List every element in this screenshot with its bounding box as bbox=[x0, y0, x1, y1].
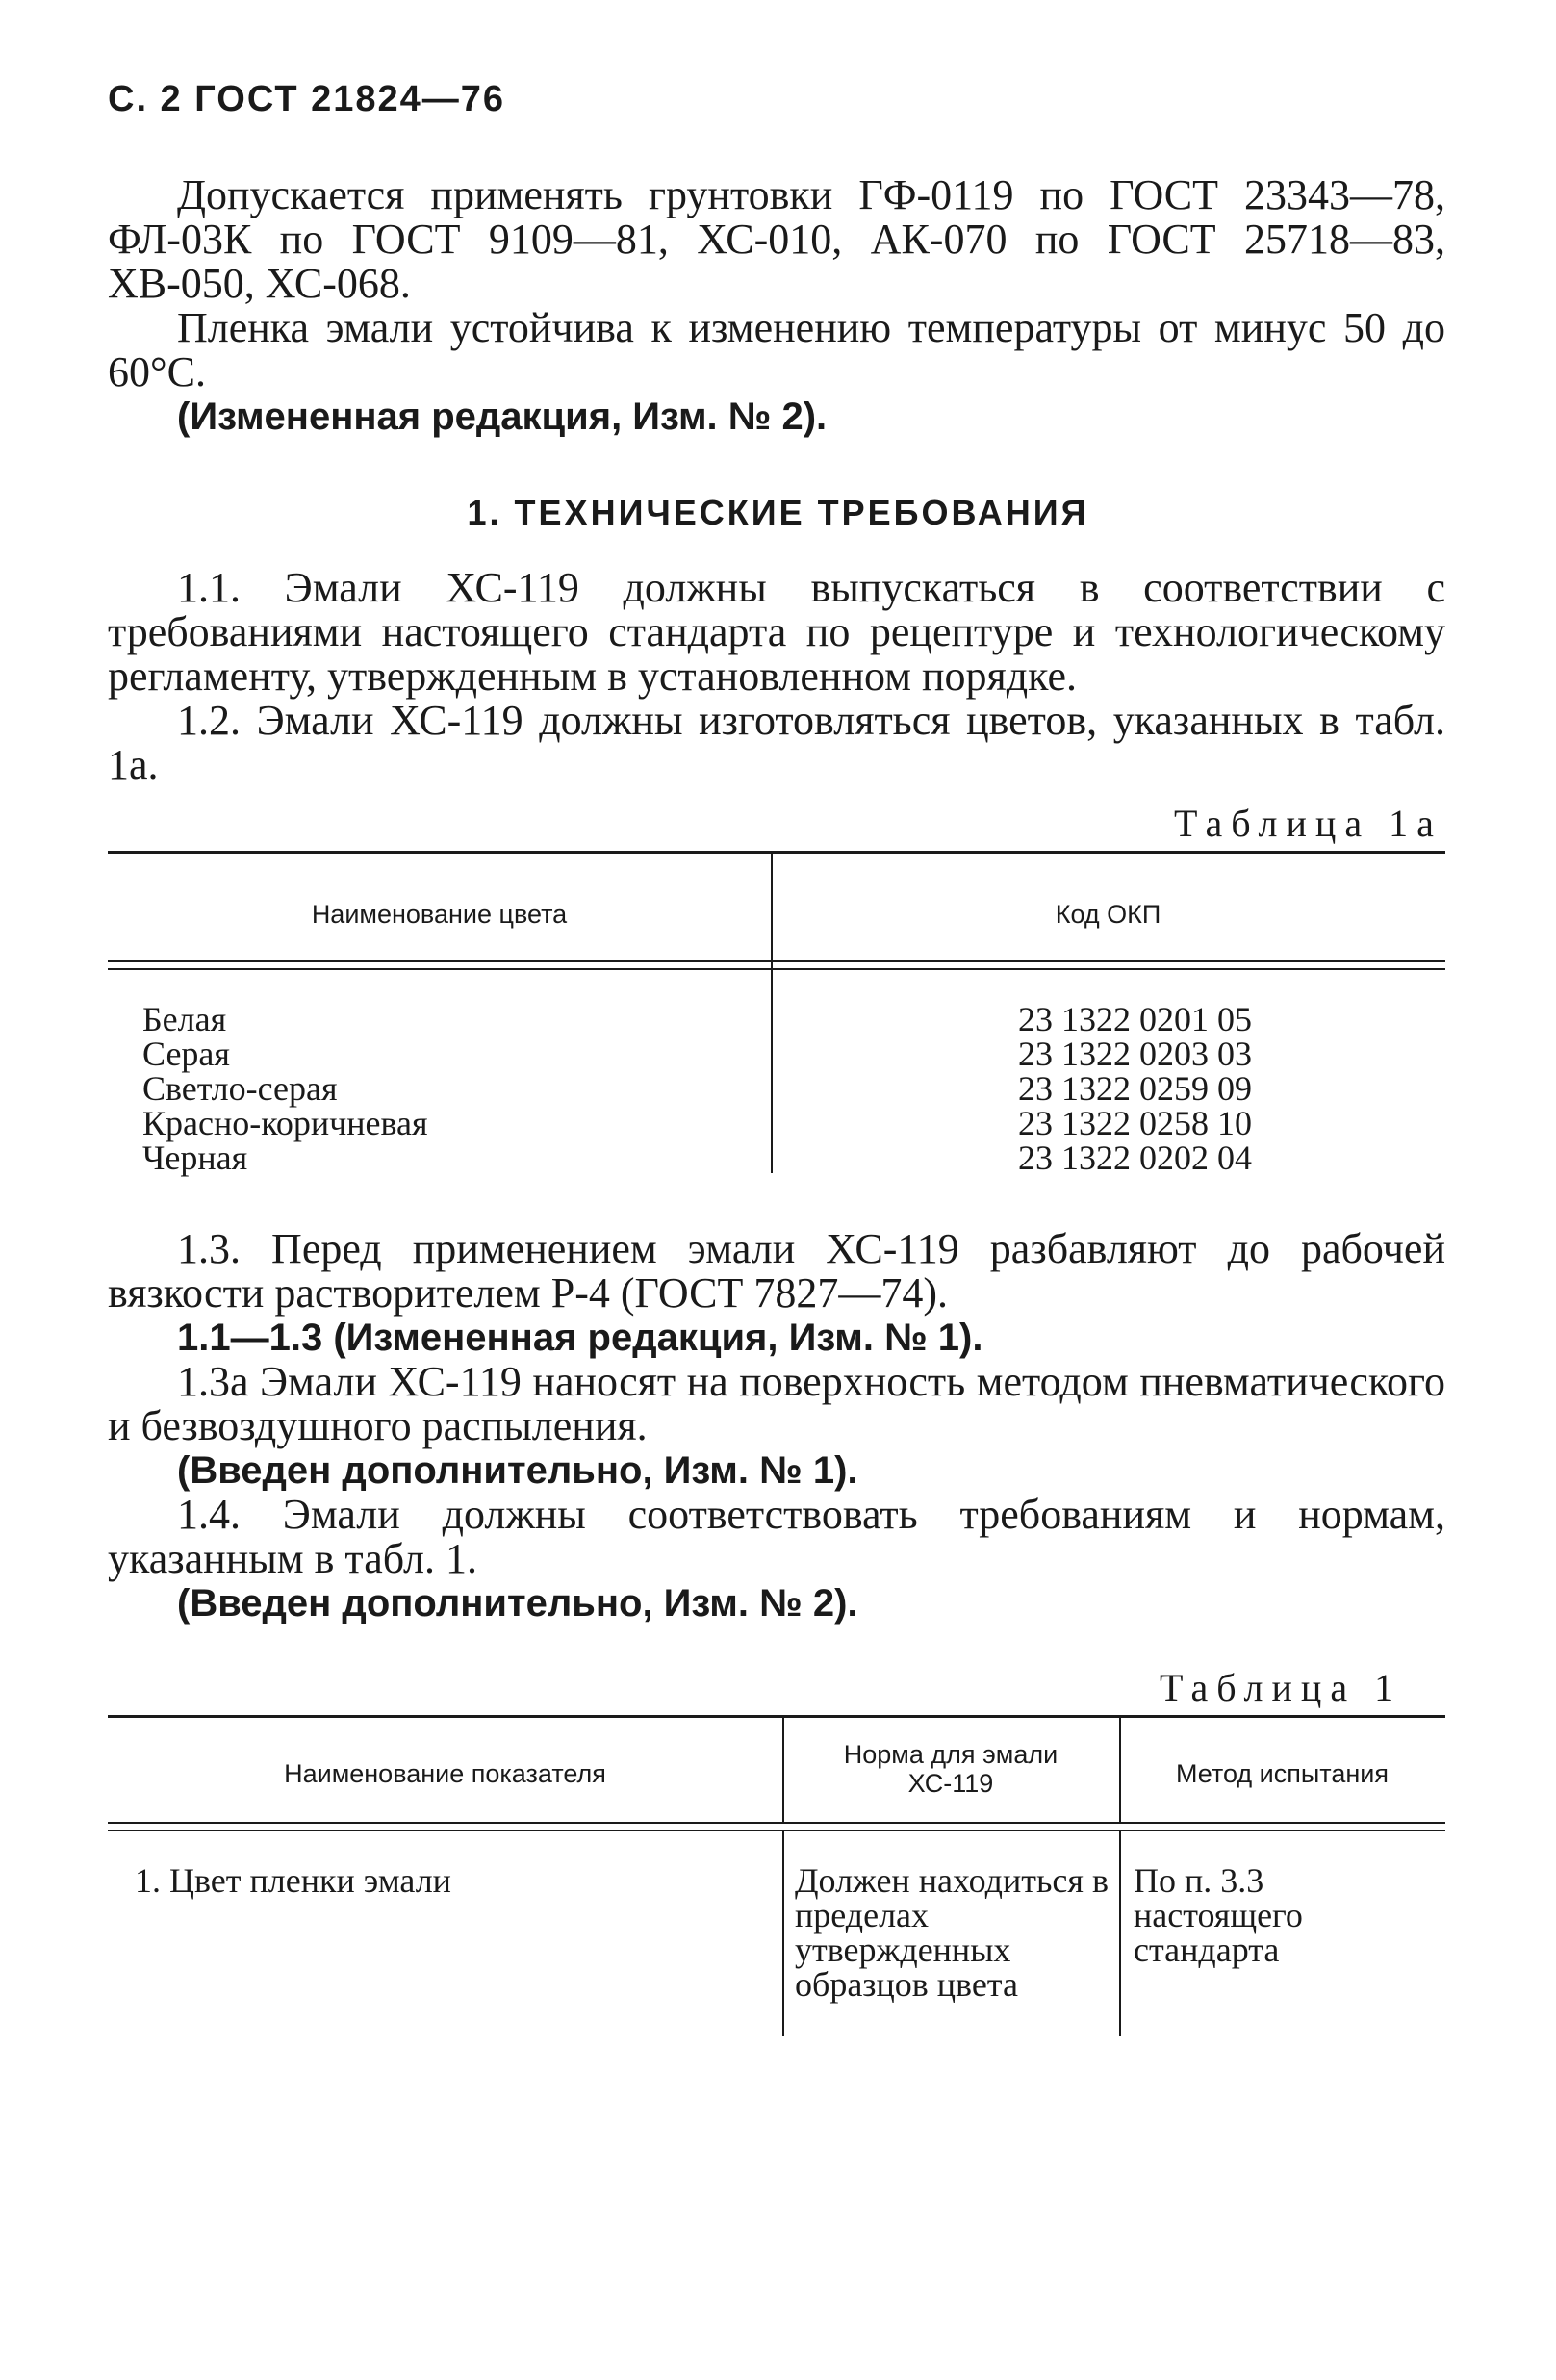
table-row-name: Красно-коричневая bbox=[142, 1104, 428, 1142]
table-row-code: 23 1322 0258 10 bbox=[1018, 1104, 1252, 1142]
clause-1-3-amendment-note: 1.1—1.3 (Измененная редакция, Изм. № 1). bbox=[177, 1317, 983, 1359]
table-1-header-rule-1 bbox=[108, 1822, 1445, 1824]
table-1a-top-rule bbox=[108, 851, 1445, 854]
table-row-code: 23 1322 0259 09 bbox=[1018, 1069, 1252, 1108]
table-1-caption: Таблица 1 bbox=[1160, 1666, 1403, 1709]
table-row-indicator: 1. Цвет пленки эмали bbox=[135, 1861, 451, 1900]
table-1-divider-2-body bbox=[1119, 1831, 1121, 2036]
clause-1-4: 1.4. Эмали должны соответствовать требованиям и нормам, указанным в табл. 1. bbox=[108, 1491, 1445, 1582]
table-1-divider-1-body bbox=[782, 1831, 784, 2036]
page-header: С. 2 ГОСТ 21824—76 bbox=[108, 79, 506, 119]
table-row-norm: Должен находиться в пределах утвержденных образцов цвета bbox=[795, 1861, 1109, 2004]
table-1a-header-rule-1 bbox=[108, 960, 1445, 962]
clause-1-3a: 1.3а Эмали ХС-119 наносят на поверхность методом пневматического и безвоздушного распыления. bbox=[108, 1358, 1445, 1449]
table-row-name: Серая bbox=[142, 1035, 230, 1073]
table-1a-codes-column bbox=[1018, 1002, 1252, 1175]
intro-paragraph-temperature: Пленка эмали устойчива к изменению температуры от минус 50 до 60°С. bbox=[108, 304, 1445, 396]
clause-1-4-amendment-note: (Введен дополнительно, Изм. № 2). bbox=[177, 1582, 858, 1625]
intro-amendment-note: (Измененная редакция, Изм. № 2). bbox=[177, 396, 828, 438]
table-1a-header-color: Наименование цвета bbox=[311, 900, 568, 929]
table-row-code: 23 1322 0201 05 bbox=[1018, 1000, 1252, 1038]
clause-1-3: 1.3. Перед применением эмали ХС-119 разбавляют до рабочей вязкости растворителем Р-4 (ГОСТ 7827—74). bbox=[108, 1225, 1445, 1317]
table-row-code: 23 1322 0202 04 bbox=[1018, 1139, 1252, 1177]
table-row-name: Черная bbox=[142, 1139, 248, 1177]
table-1-header-indicator: Наименование показателя bbox=[284, 1759, 606, 1788]
table-1a-names-column bbox=[142, 1002, 428, 1175]
table-1a-header-code: Код ОКП bbox=[1055, 900, 1161, 929]
intro-paragraph-primers: Допускается применять грунтовки ГФ-0119 по ГОСТ 23343—78, ФЛ-03К по ГОСТ 9109—81, ХС-010, АК-070 по ГОСТ 25718—83, ХВ-050, ХС-068. bbox=[108, 171, 1445, 307]
table-1a-header-rule-2 bbox=[108, 968, 1445, 970]
table-1a-caption: Таблица 1а bbox=[1174, 802, 1442, 845]
table-row-method: По п. 3.3 настоящего стандарта bbox=[1134, 1861, 1303, 1969]
table-row-code: 23 1322 0203 03 bbox=[1018, 1035, 1252, 1073]
clause-1-1: 1.1. Эмали ХС-119 должны выпускаться в соответствии с требованиями настоящего стандарта по рецептуре и технологическому регламенту, утвержденным в установленном порядке. bbox=[108, 564, 1445, 700]
table-1-header-rule-2 bbox=[108, 1830, 1445, 1831]
table-row-name: Белая bbox=[142, 1000, 227, 1038]
table-1-divider-1-header bbox=[782, 1717, 784, 1824]
table-row-name: Светло-серая bbox=[142, 1069, 338, 1108]
section-title: 1. ТЕХНИЧЕСКИЕ ТРЕБОВАНИЯ bbox=[467, 493, 1089, 532]
table-1-header-norm: Норма для эмали ХС-119 bbox=[843, 1740, 1059, 1798]
table-1-header-method: Метод испытания bbox=[1176, 1759, 1389, 1788]
clause-1-3a-amendment-note: (Введен дополнительно, Изм. № 1). bbox=[177, 1449, 858, 1492]
clause-1-2: 1.2. Эмали ХС-119 должны изготовляться цветов, указанных в табл. 1а. bbox=[108, 697, 1445, 788]
table-1-top-rule bbox=[108, 1715, 1445, 1718]
